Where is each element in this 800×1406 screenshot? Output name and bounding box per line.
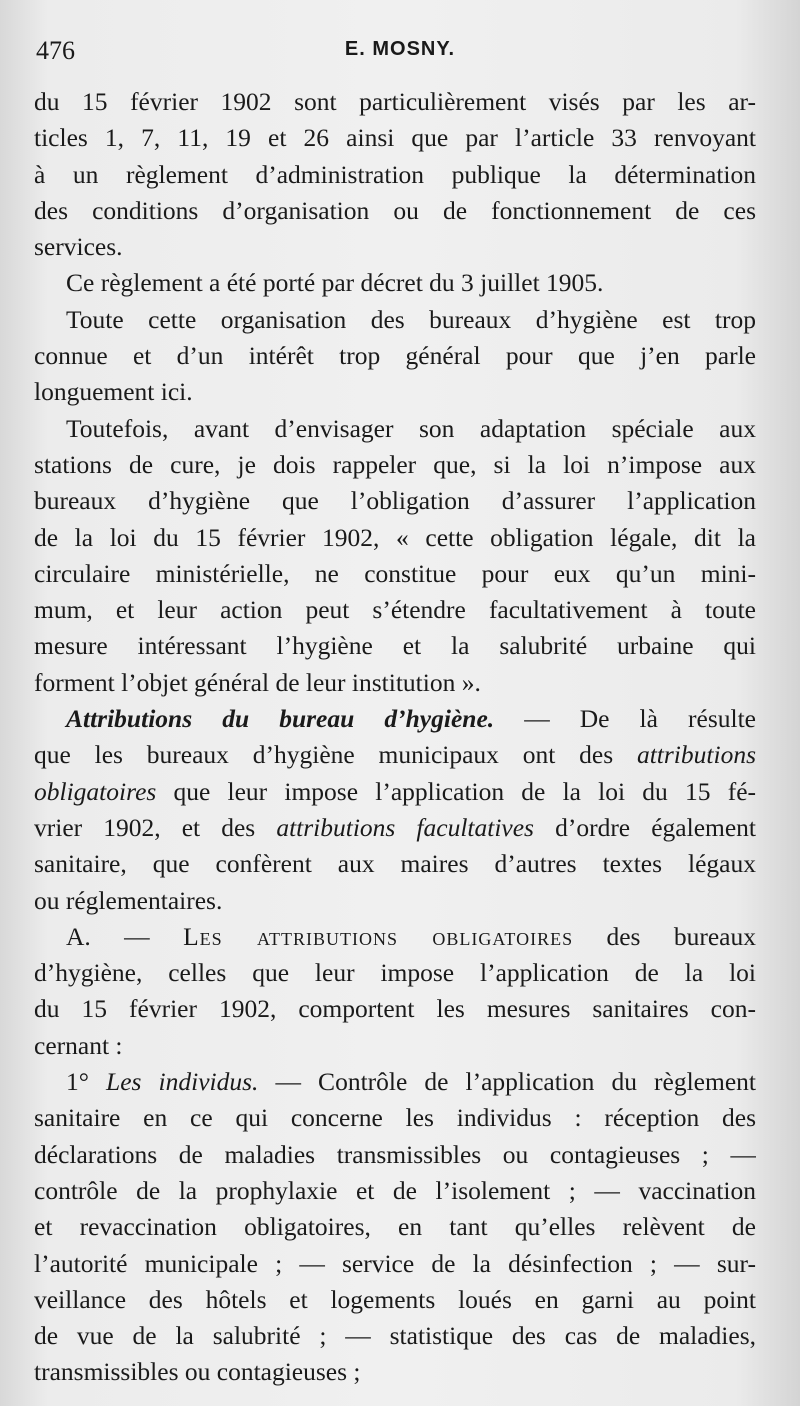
line-text: forment l’objet général de leur institution ». <box>34 667 481 697</box>
text-line <box>34 229 756 265</box>
line-text: circulaire ministérielle, ne constitue pour eux qu’un mini- <box>34 558 756 588</box>
text-line <box>34 302 756 338</box>
line-text: et revaccination obligatoires, en tant qu’elles relèvent de <box>34 1212 756 1242</box>
subsection-heading: Les attributions obligatoires <box>183 921 574 951</box>
text-line <box>34 701 756 737</box>
line-text: ou réglementaires. <box>34 885 223 915</box>
text-line <box>34 628 756 664</box>
line-text: mum, et leur action peut s’étendre facultativement à toute <box>34 595 756 625</box>
line-text: mesure intéressant l’hygiène et la salubrité urbaine qui <box>34 631 756 661</box>
line-text: l’autorité municipale ; — service de la désinfection ; — sur- <box>34 1248 756 1278</box>
line-text: — Contrôle de l’application du règlement <box>258 1067 756 1097</box>
text-line <box>34 84 756 120</box>
body-text <box>34 84 756 1391</box>
text-line <box>34 411 756 447</box>
text-line <box>34 120 756 156</box>
line-text: ticles 1, 7, 11, 19 et 26 ainsi que par l’article 33 renvoyant <box>34 123 756 153</box>
emphasis-text: Les individus. <box>106 1067 259 1097</box>
section-heading: Attributions du bureau d’hygiène. <box>66 704 495 734</box>
line-text: à un règlement d’administration publique la détermination <box>34 159 756 189</box>
text-line <box>34 1209 756 1245</box>
text-line <box>34 665 756 701</box>
line-text: de vue de la salubrité ; — statistique des cas de maladies, <box>34 1321 756 1351</box>
line-text: Toute cette organisation des bureaux d’hygiène est trop <box>66 304 756 334</box>
text-line <box>34 447 756 483</box>
running-head: E. MOSNY. <box>344 38 456 60</box>
line-text: — De là résulte <box>524 704 756 734</box>
line-text: sanitaire, que confèrent aux maires d’autres textes légaux <box>34 849 756 879</box>
line-text: des conditions d’organisation ou de fonctionnement de ces <box>34 195 756 225</box>
emphasis-text: attributions <box>636 740 756 770</box>
line-text: A. — <box>66 921 184 951</box>
text-line <box>34 1246 756 1282</box>
line-text: services. <box>34 232 123 262</box>
text-line <box>34 1318 756 1354</box>
line-text: cernant : <box>34 1030 123 1060</box>
text-line <box>34 919 756 955</box>
text-line <box>34 1173 756 1209</box>
line-text: stations de cure, je dois rappeler que, si la loi n’impose aux <box>34 449 756 479</box>
text-line <box>34 1028 756 1064</box>
line-text: contrôle de la prophylaxie et de l’isolement ; — vaccination <box>34 1175 756 1205</box>
line-text: que leur impose l’application de la loi du 15 fé- <box>173 776 756 806</box>
line-text: veillance des hôtels et logements loués en garni au point <box>34 1284 756 1314</box>
emphasis-text: obligatoires <box>34 776 157 806</box>
line-text: de la loi du 15 février 1902, « cette obligation légale, dit la <box>34 522 756 552</box>
line-text: d’ordre également <box>533 812 756 842</box>
emphasis-text: attributions facultatives <box>276 812 534 842</box>
line-text: des bureaux <box>573 921 756 951</box>
text-line <box>34 520 756 556</box>
line-text: du 15 février 1902, comportent les mesures sanitaires con- <box>34 994 756 1024</box>
text-line <box>34 1282 756 1318</box>
text-line <box>34 883 756 919</box>
text-line <box>34 193 756 229</box>
text-line <box>34 592 756 628</box>
text-line <box>34 1137 756 1173</box>
line-text: sanitaire en ce qui concerne les individus : réception des <box>34 1103 756 1133</box>
page-number: 476 <box>36 36 75 65</box>
text-line <box>34 1354 756 1390</box>
line-text: connue et d’un intérêt trop général pour que j’en parle <box>34 341 756 371</box>
line-text: 1° <box>66 1067 107 1097</box>
text-line <box>34 991 756 1027</box>
line-text: transmissibles ou contagieuses ; <box>34 1357 361 1387</box>
text-line <box>34 737 756 773</box>
line-text: Toutefois, avant d’envisager son adaptation spéciale aux <box>66 413 756 443</box>
line-text: que les bureaux d’hygiène municipaux ont des <box>34 740 637 770</box>
text-line <box>34 810 756 846</box>
page-header <box>36 36 764 70</box>
text-line <box>34 774 756 810</box>
text-line <box>34 338 756 374</box>
line-text: vrier 1902, et des <box>34 812 277 842</box>
text-line <box>34 1064 756 1100</box>
line-text: d’hygiène, celles que leur impose l’application de la loi <box>34 958 756 988</box>
line-text: Ce règlement a été porté par décret du 3 juillet 1905. <box>66 268 604 298</box>
text-line <box>34 846 756 882</box>
text-line <box>34 374 756 410</box>
line-text: déclarations de maladies transmissibles ou contagieuses ; — <box>34 1139 756 1169</box>
text-line <box>34 1100 756 1136</box>
text-line <box>34 265 756 301</box>
line-text: longuement ici. <box>34 377 193 407</box>
text-line <box>34 556 756 592</box>
text-line <box>34 955 756 991</box>
line-text: du 15 février 1902 sont particulièrement visés par les ar- <box>34 87 756 116</box>
text-line <box>34 483 756 519</box>
line-text: bureaux d’hygiène que l’obligation d’assurer l’application <box>34 486 756 516</box>
text-line <box>34 157 756 193</box>
